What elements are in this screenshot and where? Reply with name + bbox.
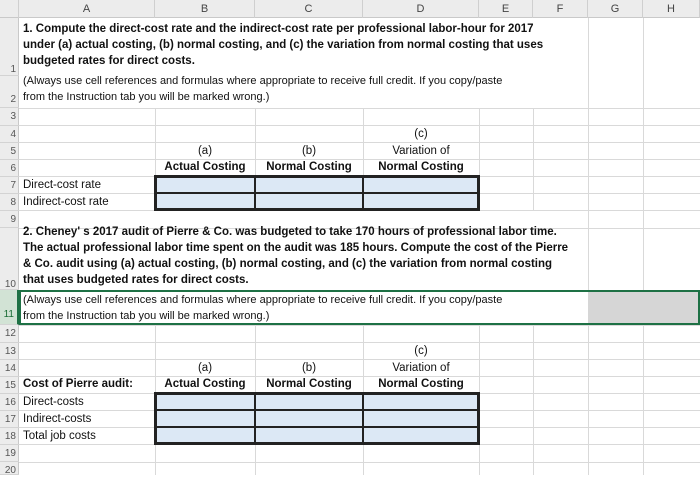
row-header[interactable]: 1 bbox=[0, 18, 19, 76]
gridline bbox=[19, 325, 700, 326]
q2-text-line: 2. Cheney' s 2017 audit of Pierre & Co. was budgeted to take 170 hours of professional labor time. bbox=[23, 226, 557, 238]
row-header[interactable]: 8 bbox=[0, 194, 19, 211]
q2-header-actual: Actual Costing bbox=[164, 378, 246, 390]
q2-header-b: (b) bbox=[301, 362, 317, 374]
q1-header-normal: Normal Costing bbox=[266, 161, 352, 173]
row-header[interactable]: 18 bbox=[0, 428, 19, 445]
column-header-a[interactable]: A bbox=[19, 0, 155, 18]
q2-row-direct-label: Direct-costs bbox=[23, 396, 84, 408]
row-header[interactable]: 7 bbox=[0, 177, 19, 194]
q1-note-line: (Always use cell references and formulas where appropriate to receive full credit. If you copy/paste bbox=[23, 75, 503, 87]
row-header[interactable]: 17 bbox=[0, 411, 19, 428]
q2-indirect-actual-cell[interactable] bbox=[156, 410, 255, 427]
row-header[interactable]: 3 bbox=[0, 108, 19, 126]
q2-header-c: (c) bbox=[414, 345, 428, 357]
q2-header-variation: Variation of bbox=[392, 362, 450, 374]
q2-direct-variation-cell[interactable] bbox=[363, 394, 478, 410]
q1-text-line: budgeted rates for direct costs. bbox=[23, 55, 195, 67]
q1-header-a: (a) bbox=[197, 145, 213, 157]
column-header-h[interactable]: H bbox=[643, 0, 700, 18]
row-header[interactable]: 2 bbox=[0, 76, 19, 108]
column-header-g[interactable]: G bbox=[588, 0, 643, 18]
q1-header-c: (c) bbox=[414, 128, 428, 140]
column-header-e[interactable]: E bbox=[479, 0, 533, 18]
q2-direct-actual-cell[interactable] bbox=[156, 394, 255, 410]
q2-cost-label: Cost of Pierre audit: bbox=[23, 378, 133, 390]
row-header[interactable]: 16 bbox=[0, 394, 19, 411]
row-header[interactable]: 14 bbox=[0, 360, 19, 377]
q2-header-variation-normal: Normal Costing bbox=[378, 378, 464, 390]
gridline bbox=[19, 462, 700, 463]
q1-header-variation-normal: Normal Costing bbox=[378, 161, 464, 173]
column-header-d[interactable]: D bbox=[363, 0, 479, 18]
q1-direct-normal-cell[interactable] bbox=[255, 177, 363, 193]
q2-total-variation-cell[interactable] bbox=[363, 427, 478, 443]
q1-indirect-normal-cell[interactable] bbox=[255, 193, 363, 209]
row-header[interactable]: 6 bbox=[0, 160, 19, 177]
q2-header-a: (a) bbox=[197, 362, 213, 374]
column-header-c[interactable]: C bbox=[255, 0, 363, 18]
row-header[interactable]: 15 bbox=[0, 377, 19, 394]
gridline bbox=[19, 125, 700, 126]
q2-text-line: that uses budgeted rates for direct costs. bbox=[23, 274, 249, 286]
gridline bbox=[533, 325, 534, 475]
q1-header-b: (b) bbox=[301, 145, 317, 157]
column-header-b[interactable]: B bbox=[155, 0, 255, 18]
q2-total-actual-cell[interactable] bbox=[156, 427, 255, 443]
q2-note-line: (Always use cell references and formulas where appropriate to receive full credit. If you copy/paste bbox=[23, 294, 503, 306]
q1-text-line: under (a) actual costing, (b) normal costing, and (c) the variation from normal costing that uses bbox=[23, 39, 544, 51]
gridline bbox=[533, 108, 534, 210]
row-header-bar bbox=[0, 18, 19, 475]
q2-indirect-variation-cell[interactable] bbox=[363, 410, 478, 427]
q1-text-line: 1. Compute the direct-cost rate and the indirect-cost rate per professional labor-hour for 2017 bbox=[23, 23, 534, 35]
q1-header-variation: Variation of bbox=[392, 145, 450, 157]
q2-row-indirect-label: Indirect-costs bbox=[23, 413, 92, 425]
q1-direct-variation-cell[interactable] bbox=[363, 177, 478, 193]
row-header[interactable]: 10 bbox=[0, 228, 19, 290]
q2-row-total-label: Total job costs bbox=[23, 430, 96, 442]
q1-indirect-variation-cell[interactable] bbox=[363, 193, 478, 209]
q2-note-line: from the Instruction tab you will be marked wrong.) bbox=[23, 310, 270, 322]
gridline bbox=[19, 342, 700, 343]
q2-text-line: The actual professional labor time spent on the audit was 185 hours. Compute the cost of the Pierre bbox=[23, 242, 569, 254]
q1-direct-actual-cell[interactable] bbox=[156, 177, 255, 193]
q1-header-actual: Actual Costing bbox=[164, 161, 246, 173]
row-header-selected[interactable]: 11 bbox=[0, 290, 19, 325]
q1-note-line: from the Instruction tab you will be marked wrong.) bbox=[23, 91, 270, 103]
q2-header-normal: Normal Costing bbox=[266, 378, 352, 390]
q1-row-indirect-label: Indirect-cost rate bbox=[23, 196, 109, 208]
gridline bbox=[19, 108, 700, 109]
row-header[interactable]: 9 bbox=[0, 211, 19, 228]
select-all-corner[interactable] bbox=[0, 0, 19, 18]
q2-direct-normal-cell[interactable] bbox=[255, 394, 363, 410]
row-header[interactable]: 12 bbox=[0, 325, 19, 343]
row-header[interactable]: 4 bbox=[0, 126, 19, 143]
row-header[interactable]: 19 bbox=[0, 445, 19, 462]
q2-total-normal-cell[interactable] bbox=[255, 427, 363, 443]
gridline bbox=[588, 18, 589, 475]
column-header-bar bbox=[0, 0, 700, 18]
gridline bbox=[643, 18, 644, 475]
q2-text-line: & Co. audit using (a) actual costing, (b) normal costing, and (c) the variation from normal costing bbox=[23, 258, 553, 270]
column-header-f[interactable]: F bbox=[533, 0, 588, 18]
row-header[interactable]: 20 bbox=[0, 462, 19, 475]
q1-indirect-actual-cell[interactable] bbox=[156, 193, 255, 209]
q2-indirect-normal-cell[interactable] bbox=[255, 410, 363, 427]
row-header[interactable]: 5 bbox=[0, 143, 19, 160]
q1-row-direct-label: Direct-cost rate bbox=[23, 179, 101, 191]
row-header[interactable]: 13 bbox=[0, 343, 19, 360]
